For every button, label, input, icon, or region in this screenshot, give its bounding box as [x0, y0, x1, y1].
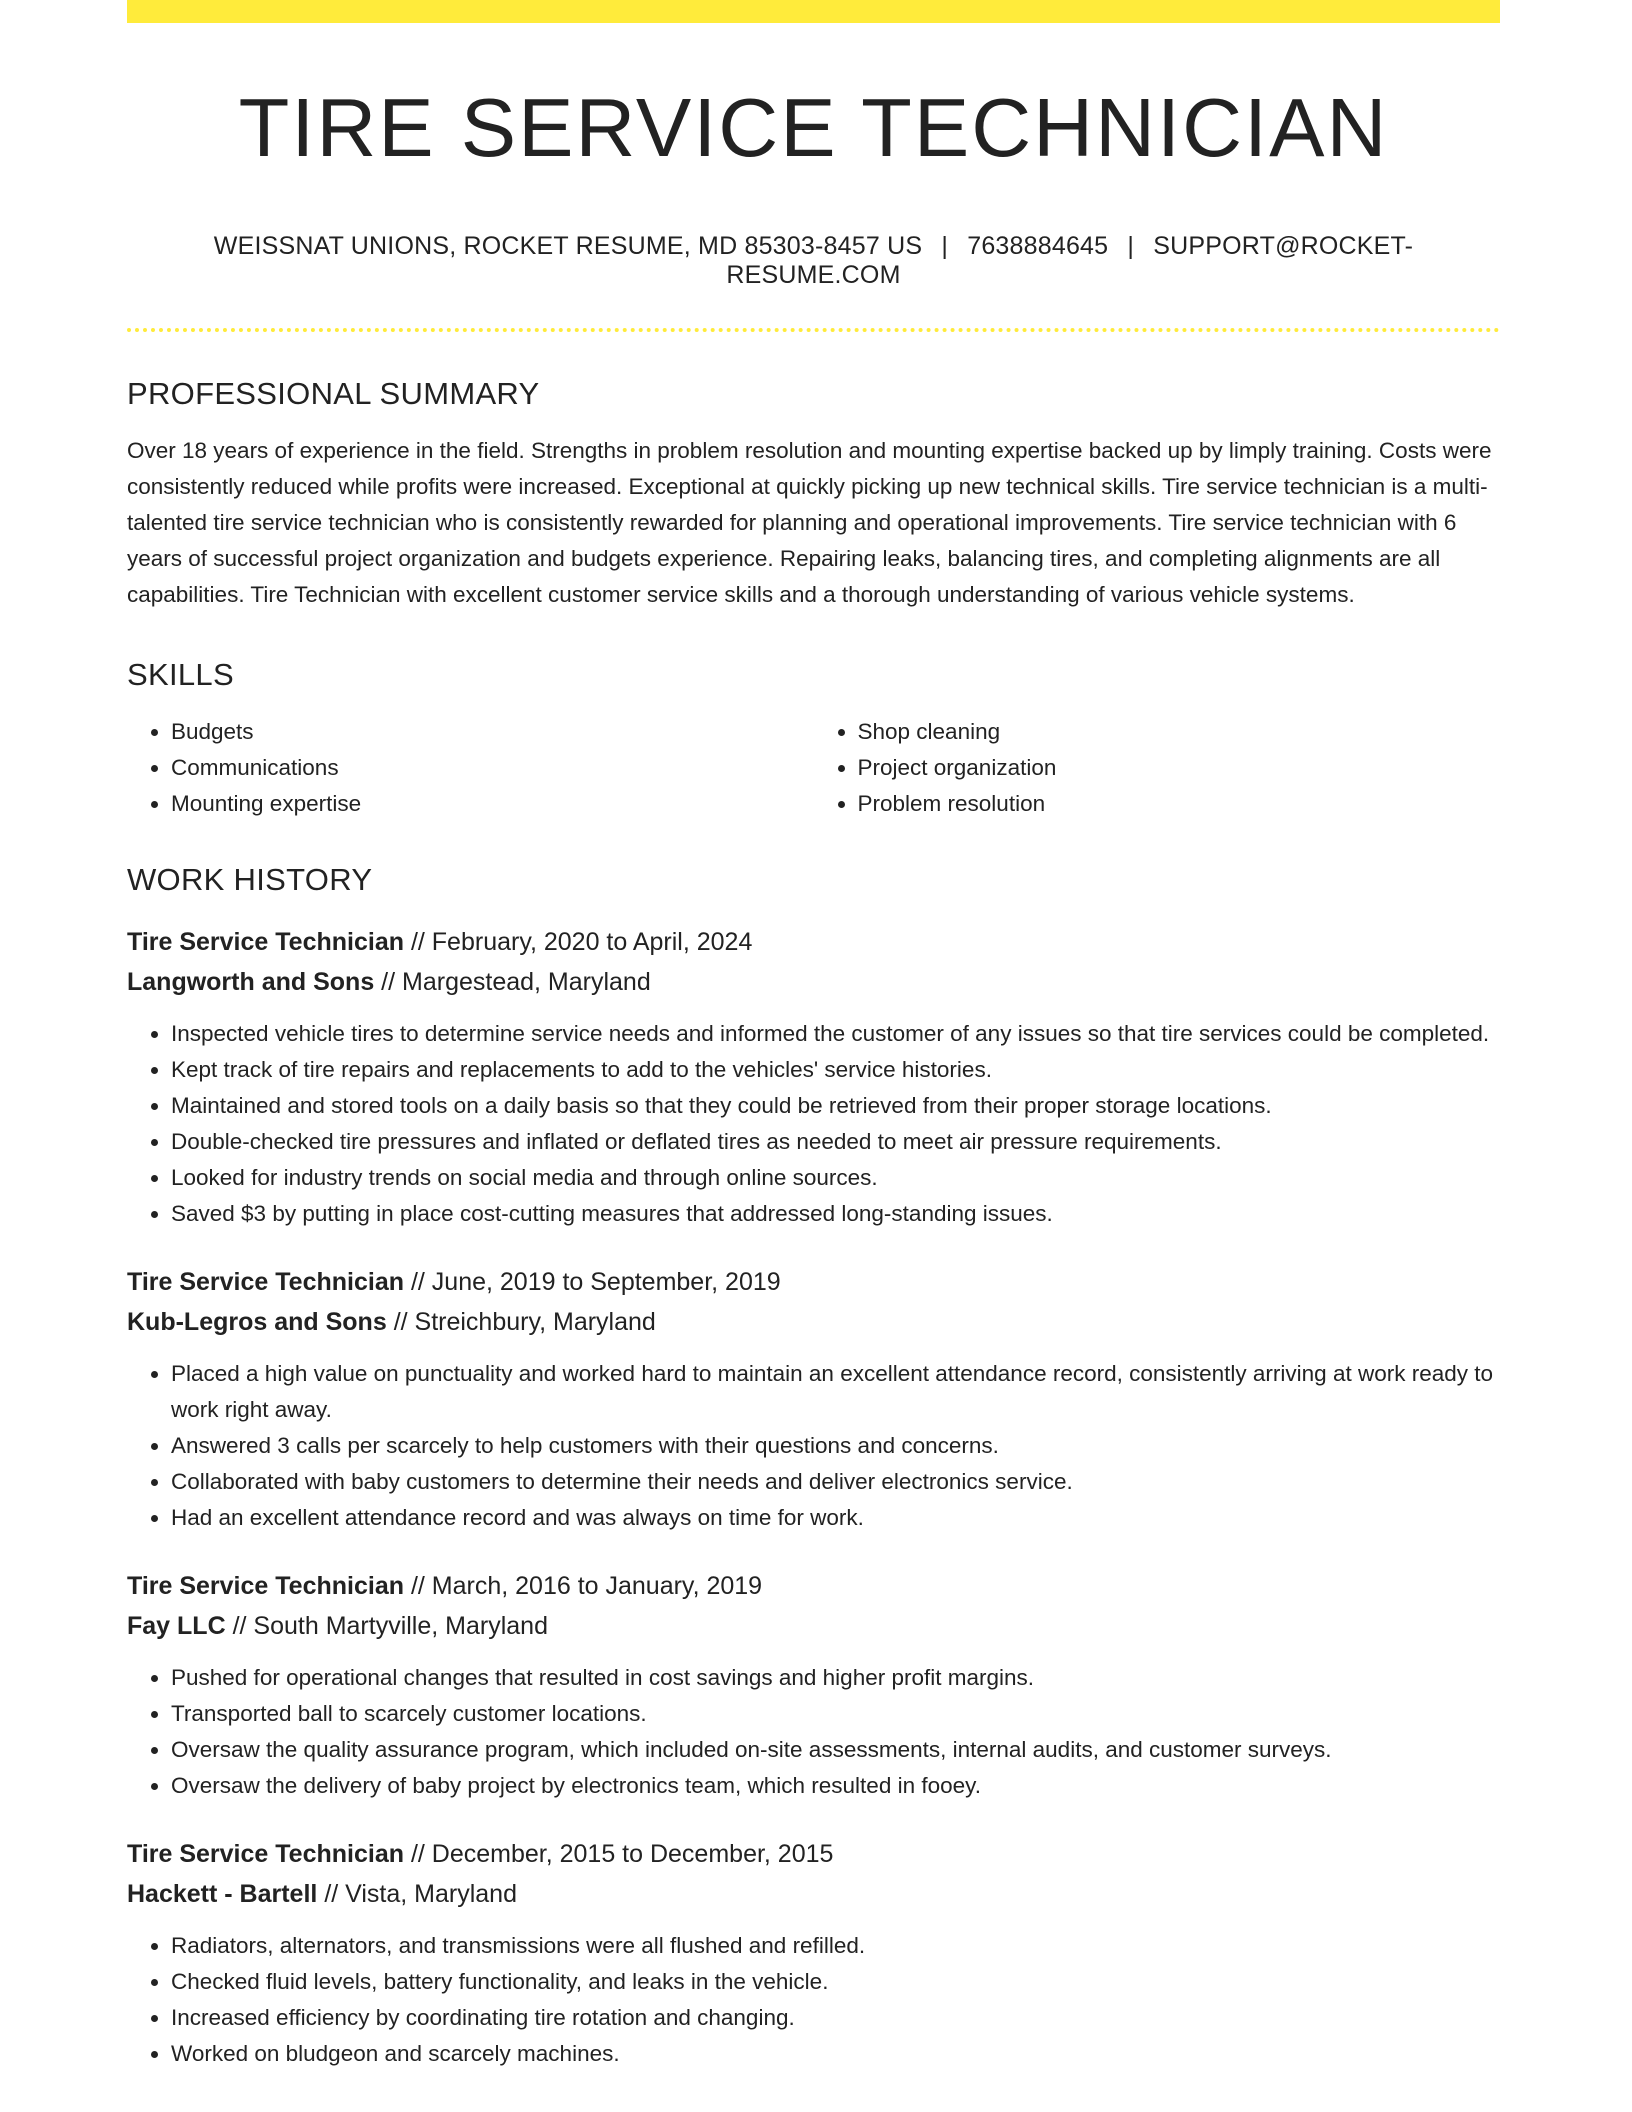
summary-text: Over 18 years of experience in the field. Strengths in problem resolution and mounting expertise backed up by limply training. Costs were consistently reduced while profits were increased. Exceptional at quickly picking up new technical skills. Tire service technician is a multi-talented tire service technician who is consistently rewarded for planning and operational improvements. Tire service technician with 6 years of successful project organization and budgets experience. Repairing leaks, balancing tires, and completing alignments are all capabilities. Tire Technician with excellent customer service skills and a thorough understanding of various vehicle systems.: [127, 438, 1492, 608]
contact-address: WEISSNAT UNIONS, ROCKET RESUME, MD 85303-8457 US: [213, 232, 923, 261]
job-company: Hackett - Bartell: [127, 1880, 318, 1909]
skills-column-right: [814, 714, 1501, 822]
job-role: Tire Service Technician: [127, 1268, 404, 1297]
accent-top-bar: [127, 0, 1500, 23]
job-bullet: • Oversaw the delivery of baby project by electronics team, which resulted in fooey.: [171, 1768, 1500, 1804]
job-bullets: [127, 1928, 1500, 2072]
job-company-line: [127, 1606, 1500, 1646]
job-location: // Vista, Maryland: [324, 1880, 517, 1909]
skills-column-left: [127, 714, 814, 822]
skill-item: • Project organization: [858, 750, 1501, 786]
skill-item: • Shop cleaning: [858, 714, 1501, 750]
job-bullet: • Increased efficiency by coordinating tire rotation and changing.: [171, 2000, 1500, 2036]
job-bullet: • Radiators, alternators, and transmissions were all flushed and refilled.: [171, 1928, 1500, 1964]
job-bullet: • Checked fluid levels, battery functionality, and leaks in the vehicle.: [171, 1964, 1500, 2000]
contact-separator: |: [941, 232, 949, 261]
job-bullet: • Maintained and stored tools on a daily basis so that they could be retrieved from their proper storage locations.: [171, 1088, 1500, 1124]
job-dates: // June, 2019 to September, 2019: [410, 1268, 781, 1297]
job-bullet: • Looked for industry trends on social media and through online sources.: [171, 1160, 1500, 1196]
contact-email[interactable]: SUPPORT@ROCKET-RESUME.COM: [726, 232, 1414, 290]
job-title-line: [127, 922, 1500, 962]
job-dates: // December, 2015 to December, 2015: [410, 1840, 834, 1869]
job-bullet: • Pushed for operational changes that resulted in cost savings and higher profit margins.: [171, 1660, 1500, 1696]
job-bullet: • Kept track of tire repairs and replacements to add to the vehicles' service histories.: [171, 1052, 1500, 1088]
work-history-heading: WORK HISTORY: [127, 862, 373, 898]
resume-name: TIRE SERVICE TECHNICIAN: [238, 81, 1389, 174]
job-role: Tire Service Technician: [127, 1572, 404, 1601]
job-company: Langworth and Sons: [127, 968, 375, 997]
contact-phone[interactable]: 7638884645: [967, 232, 1109, 261]
resume-page: [127, 0, 1500, 2072]
job-entry: [127, 1262, 1500, 1536]
skills-heading: SKILLS: [127, 657, 234, 693]
job-company: Fay LLC: [127, 1612, 226, 1641]
job-bullet: • Double-checked tire pressures and inflated or deflated tires as needed to meet air pressure requirements.: [171, 1124, 1500, 1160]
job-bullet: • Had an excellent attendance record and was always on time for work.: [171, 1500, 1500, 1536]
skill-item: • Problem resolution: [858, 786, 1501, 822]
contact-line: [127, 232, 1500, 290]
job-role: Tire Service Technician: [127, 1840, 404, 1869]
skill-item: • Mounting expertise: [171, 786, 814, 822]
job-location: // South Martyville, Maryland: [232, 1612, 548, 1641]
job-bullet: • Saved $3 by putting in place cost-cutting measures that addressed long-standing issues.: [171, 1196, 1500, 1232]
job-bullet: • Worked on bludgeon and scarcely machines.: [171, 2036, 1500, 2072]
skill-item: • Budgets: [171, 714, 814, 750]
summary-heading: PROFESSIONAL SUMMARY: [127, 376, 540, 412]
job-bullet: • Collaborated with baby customers to determine their needs and deliver electronics service.: [171, 1464, 1500, 1500]
job-entry: [127, 1834, 1500, 2072]
job-entry: [127, 922, 1500, 1232]
job-location: // Margestead, Maryland: [381, 968, 651, 997]
job-title-line: [127, 1566, 1500, 1606]
job-title-line: [127, 1262, 1500, 1302]
job-location: // Streichbury, Maryland: [393, 1308, 656, 1337]
job-bullet: • Inspected vehicle tires to determine service needs and informed the customer of any issues so that tire services could be completed.: [171, 1016, 1500, 1052]
job-bullets: [127, 1660, 1500, 1804]
job-bullets: [127, 1016, 1500, 1232]
job-bullet: • Transported ball to scarcely customer locations.: [171, 1696, 1500, 1732]
job-dates: // March, 2016 to January, 2019: [410, 1572, 763, 1601]
job-company-line: [127, 1874, 1500, 1914]
job-entry: [127, 1566, 1500, 1804]
job-bullet: • Answered 3 calls per scarcely to help customers with their questions and concerns.: [171, 1428, 1500, 1464]
job-company-line: [127, 962, 1500, 1002]
job-company: Kub-Legros and Sons: [127, 1308, 387, 1337]
job-dates: // February, 2020 to April, 2024: [410, 928, 753, 957]
job-role: Tire Service Technician: [127, 928, 404, 957]
job-bullets: [127, 1356, 1500, 1536]
dotted-divider: [127, 328, 1500, 332]
contact-separator: |: [1127, 232, 1135, 261]
job-bullet: • Oversaw the quality assurance program, which included on-site assessments, internal audits, and customer surveys.: [171, 1732, 1500, 1768]
job-title-line: [127, 1834, 1500, 1874]
skills-list: [127, 714, 1500, 822]
job-bullet: • Placed a high value on punctuality and worked hard to maintain an excellent attendance record, consistently arriving at work ready to work right away.: [171, 1356, 1500, 1428]
job-company-line: [127, 1302, 1500, 1342]
skill-item: • Communications: [171, 750, 814, 786]
